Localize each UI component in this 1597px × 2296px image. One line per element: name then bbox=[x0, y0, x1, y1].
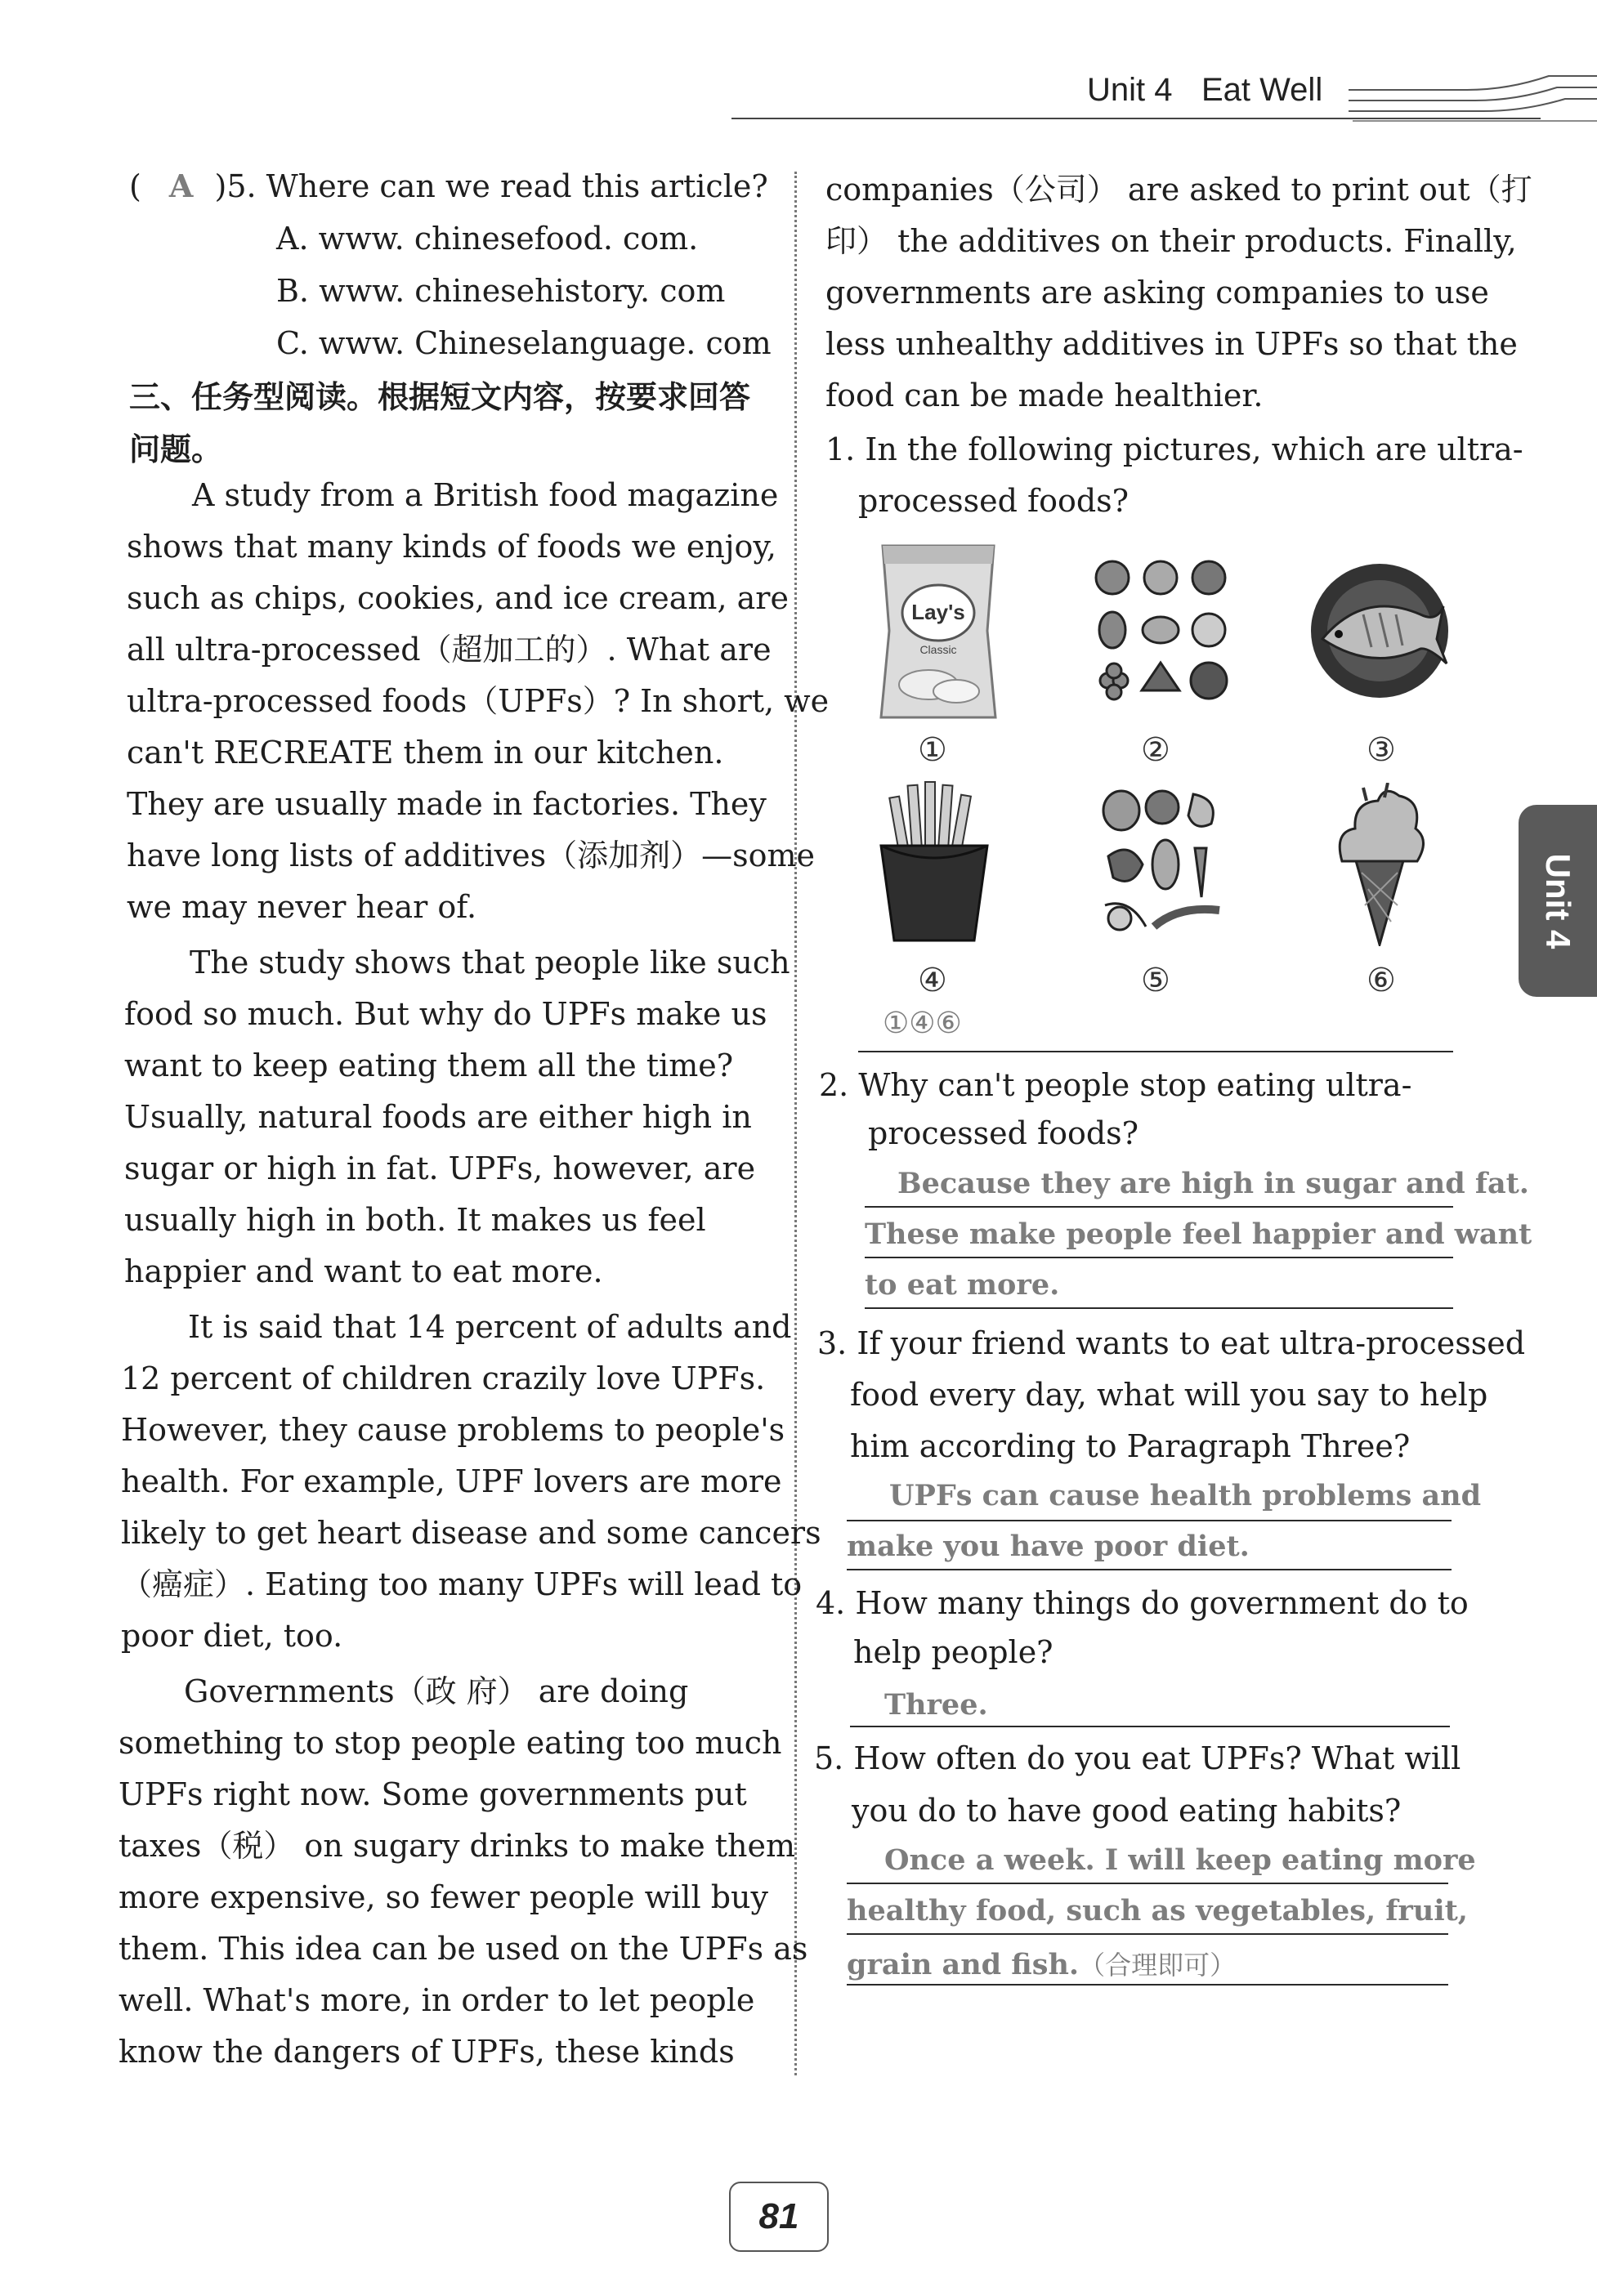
passage-line: happier and want to eat more. bbox=[124, 1253, 603, 1289]
passage-line: food so much. But why do UPFs make us bbox=[124, 996, 767, 1032]
question-5-option-c: C. www. Chineselanguage. com bbox=[276, 325, 772, 361]
passage-line: 印） the additives on their products. Finally, bbox=[825, 223, 1517, 259]
french-fries-icon bbox=[873, 780, 995, 944]
passage-line: They are usually made in factories. They bbox=[127, 786, 767, 822]
question-5b-line-2: you do to have good eating habits? bbox=[852, 1793, 1402, 1829]
column-divider bbox=[794, 172, 797, 2075]
passage-line: However, they cause problems to people's bbox=[121, 1412, 785, 1448]
picture-label: ① bbox=[918, 731, 947, 769]
question-3-line-2: food every day, what will you say to help bbox=[850, 1377, 1488, 1413]
answer-line bbox=[865, 1257, 1453, 1258]
unit-label: Unit 4 bbox=[1087, 72, 1173, 108]
question-3-line-3: him according to Paragraph Three? bbox=[850, 1428, 1411, 1464]
passage-line: （癌症）. Eating too many UPFs will lead to bbox=[121, 1566, 803, 1602]
passage-line: A study from a British food magazine bbox=[192, 477, 779, 513]
question-5-stem: ( A )5. Where can we read this article? bbox=[129, 168, 768, 204]
passage-line: health. For example, UPF lovers are more bbox=[121, 1463, 782, 1499]
passage-line: likely to get heart disease and some cancers bbox=[121, 1515, 821, 1551]
question-2-line-1: 2. Why can't people stop eating ultra- bbox=[819, 1067, 1412, 1103]
passage-line: companies（公司） are asked to print out（打 bbox=[825, 172, 1532, 208]
question-2-answer-line-2: These make people feel happier and want bbox=[865, 1217, 1532, 1251]
passage-line: sugar or high in fat. UPFs, however, are bbox=[124, 1150, 756, 1186]
page-number-box bbox=[729, 2182, 829, 2252]
passage-line: It is said that 14 percent of adults and bbox=[188, 1309, 792, 1345]
question-2-answer-line-3: to eat more. bbox=[865, 1268, 1060, 1302]
question-5b-answer-line-1: Once a week. I will keep eating more bbox=[884, 1843, 1476, 1877]
passage-line: want to keep eating them all the time? bbox=[124, 1047, 734, 1083]
passage-line: 12 percent of children crazily love UPFs. bbox=[121, 1360, 766, 1396]
passage-line: The study shows that people like such bbox=[190, 945, 790, 980]
unit-side-tab bbox=[1519, 805, 1597, 997]
question-2-answer-line-1: Because they are high in sugar and fat. bbox=[897, 1167, 1529, 1200]
passage-line: Governments（政 府） are doing bbox=[184, 1673, 689, 1709]
question-2-line-2: processed foods? bbox=[868, 1115, 1139, 1151]
passage-line: ultra-processed foods（UPFs）? In short, we bbox=[127, 683, 830, 719]
svg-text:Lay's: Lay's bbox=[911, 600, 965, 624]
picture-label: ③ bbox=[1367, 731, 1396, 769]
question-4-answer: Three. bbox=[884, 1688, 988, 1722]
passage-line: have long lists of additives（添加剂）—some bbox=[127, 838, 815, 873]
question-5b-answer-line-2: healthy food, such as vegetables, fruit, bbox=[847, 1894, 1468, 1927]
passage-line: Usually, natural foods are either high in bbox=[124, 1099, 752, 1135]
picture-label: ④ bbox=[918, 962, 947, 999]
passage-line: can't RECREATE them in our kitchen. bbox=[127, 735, 724, 771]
answer-line bbox=[847, 1933, 1448, 1935]
question-4-line-2: help people? bbox=[853, 1634, 1053, 1670]
passage-line: poor diet, too. bbox=[121, 1618, 343, 1654]
question-1-line-2: processed foods? bbox=[858, 483, 1130, 519]
picture-label: ⑤ bbox=[1141, 962, 1170, 999]
chips-bag-icon bbox=[873, 539, 1004, 723]
passage-line: UPFs right now. Some governments put bbox=[119, 1776, 747, 1812]
page-number: 81 bbox=[758, 2196, 799, 2236]
answer-note: （合理即可） bbox=[1079, 1950, 1237, 1981]
passage-line: less unhealthy additives in UPFs so that the bbox=[825, 326, 1518, 362]
question-3-line-1: 3. If your friend wants to eat ultra-processed bbox=[817, 1325, 1526, 1361]
passage-line: shows that many kinds of foods we enjoy, bbox=[127, 529, 776, 565]
picture-label: ② bbox=[1141, 731, 1170, 769]
answer-line bbox=[858, 1051, 1453, 1052]
fish-dish-icon bbox=[1306, 549, 1453, 704]
svg-text:Classic: Classic bbox=[919, 643, 957, 656]
passage-line: we may never hear of. bbox=[127, 889, 477, 925]
answer-line bbox=[850, 1726, 1450, 1727]
question-1-line-1: 1. In the following pictures, which are ultra- bbox=[825, 431, 1523, 467]
passage-line: taxes（税） on sugary drinks to make them bbox=[119, 1828, 796, 1864]
answer-line bbox=[847, 1883, 1448, 1884]
answer-line bbox=[847, 1984, 1448, 1986]
passage-line: all ultra-processed（超加工的）. What are bbox=[127, 632, 772, 668]
passage-line: usually high in both. It makes us feel bbox=[124, 1202, 706, 1238]
vegetables-icon bbox=[1097, 783, 1228, 938]
section-3-title-line-1: 三、任务型阅读。根据短文内容，按要求回答 bbox=[129, 379, 751, 415]
answer-line bbox=[865, 1206, 1453, 1208]
unit-title: Eat Well bbox=[1201, 72, 1323, 108]
passage-line: something to stop people eating too much bbox=[119, 1725, 782, 1761]
passage-line: them. This idea can be used on the UPFs as bbox=[119, 1931, 808, 1967]
question-5b-answer-line-3: grain and fish.（合理即可） bbox=[847, 1948, 1237, 1981]
question-5-option-a: A. www. chinesefood. com. bbox=[276, 221, 699, 257]
answer-line bbox=[865, 1307, 1453, 1309]
question-1-answer: ①④⑥ bbox=[883, 1007, 962, 1040]
ice-cream-icon bbox=[1331, 783, 1429, 946]
question-3-answer-line-1: UPFs can cause health problems and bbox=[889, 1479, 1482, 1512]
fruits-icon bbox=[1091, 552, 1230, 703]
passage-line: food can be made healthier. bbox=[825, 377, 1264, 413]
header-rule bbox=[731, 69, 1597, 127]
picture-label: ⑥ bbox=[1367, 962, 1396, 999]
passage-line: well. What's more, in order to let people bbox=[119, 1982, 755, 2018]
passage-line: more expensive, so fewer people will buy bbox=[119, 1879, 768, 1915]
question-4-line-1: 4. How many things do government do to bbox=[816, 1585, 1469, 1621]
passage-line: such as chips, cookies, and ice cream, are bbox=[127, 580, 789, 616]
section-3-title-line-2: 问题。 bbox=[129, 431, 223, 467]
question-5-answer: A bbox=[168, 168, 194, 204]
passage-line: know the dangers of UPFs, these kinds bbox=[119, 2034, 735, 2070]
answer-line bbox=[847, 1520, 1452, 1521]
question-3-answer-line-2: make you have poor diet. bbox=[847, 1530, 1250, 1563]
side-tab-label: Unit 4 bbox=[1539, 853, 1577, 949]
answer-line bbox=[847, 1569, 1452, 1570]
passage-line: governments are asking companies to use bbox=[825, 275, 1489, 310]
question-5b-line-1: 5. How often do you eat UPFs? What will bbox=[814, 1740, 1461, 1776]
question-5-option-b: B. www. chinesehistory. com bbox=[276, 273, 726, 309]
